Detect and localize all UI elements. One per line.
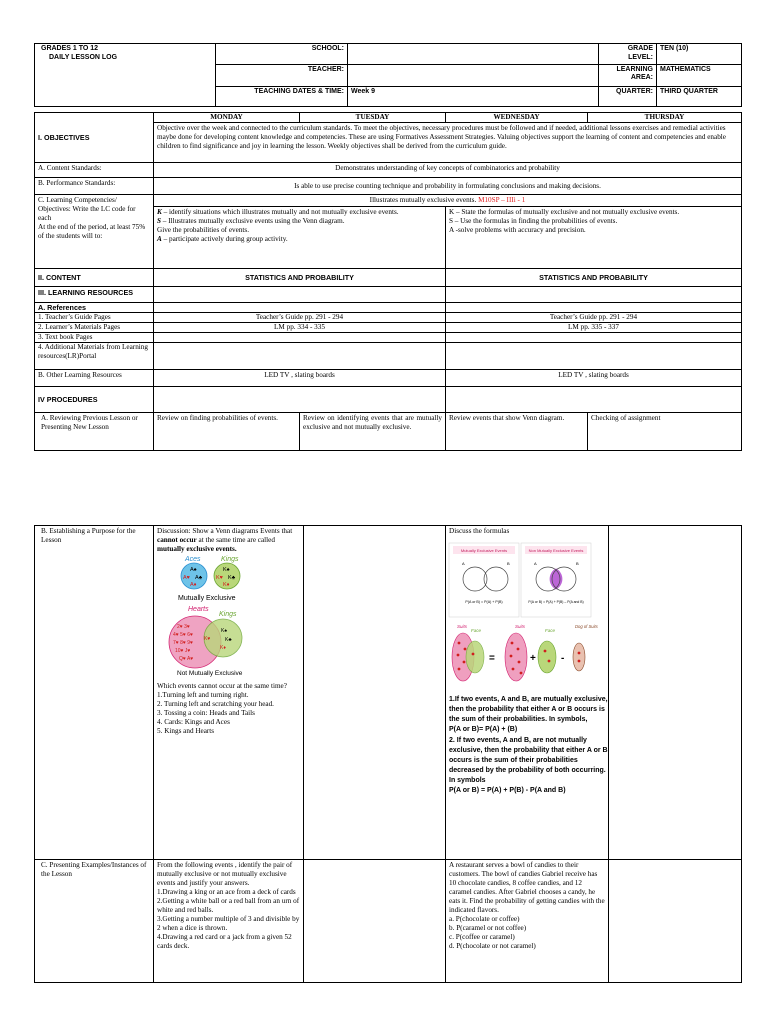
reviewing-monday: Review on finding probabilities of events. [154, 413, 300, 451]
reviewing-thursday: Checking of assignment [588, 413, 742, 451]
intro-text-2: at the same time are called [196, 536, 275, 544]
references-monday [154, 303, 446, 313]
lm-pages-wednesday: LM pp. 335 - 337 [446, 323, 742, 333]
card-symbol: K♥ [204, 636, 211, 642]
dog-of-suits-label: Dog of Suits [575, 624, 598, 629]
procedures-table [34, 525, 742, 983]
purpose-tuesday [304, 526, 446, 860]
venn1-left-label: Aces [185, 556, 201, 563]
heart-dot [458, 642, 461, 645]
presenting-wednesday: A restaurant serves a bowl of candies to their customers. The bowl of candies Gabriel receive has 10 chocolate candies, 8 coffee candies, and 12 caramel candies. After Gabriel chooses a candy, he eats it. Find the probability of getting candies with the indicated flavors. a. P(chocolate or coffee) b. P(caramel or not coffee) c. P(coffee or caramel) d. P(chocolate or not caramel) [446, 860, 609, 983]
purpose-wednesday-intro: Discuss the formulas [449, 527, 510, 535]
figure-label-b: B [507, 561, 510, 566]
card-symbol: 10♥ J♥ [175, 648, 191, 654]
header-title-cell [35, 44, 216, 107]
grade-level-label: GRADE LEVEL: [599, 44, 657, 65]
textbook-pages-label: 3. Text book Pages [35, 333, 154, 343]
card-symbol: 7♥ 8♥ 9♥ [173, 640, 194, 646]
day-header-monday: MONDAY [154, 113, 300, 123]
figure-left-formula: P(A or B) = P(A) + P(B) [465, 600, 503, 604]
suits-label: Suits [457, 624, 468, 629]
venn1-right-label: Kings [221, 556, 239, 563]
textbook-pages-monday [154, 333, 446, 343]
additional-materials-label: 4. Additional Materials from Learning resources(LR)Portal [35, 343, 154, 370]
heart-dot [464, 648, 467, 651]
suits-label: Suits [515, 624, 526, 629]
face-ellipse [466, 641, 484, 673]
heart-dot [578, 652, 581, 655]
heart-dot [578, 660, 581, 663]
content-label: II. CONTENT [35, 269, 154, 287]
overlap-ellipse [573, 643, 585, 671]
minus-sign: - [561, 653, 565, 664]
learning-resources-monday [154, 287, 446, 303]
figure-right-title: Non Mutually Exclusive Events [528, 548, 584, 553]
teacher-value [348, 64, 599, 86]
content-monday: STATISTICS AND PROBABILITY [154, 269, 446, 287]
textbook-pages-wednesday [446, 333, 742, 343]
k-key: K [157, 208, 162, 216]
day-header-thursday: THURSDAY [588, 113, 742, 123]
competencies-text: Illustrates mutually exclusive events. [369, 196, 479, 204]
competencies-label: C. Learning Competencies/ Objectives: Write the LC code for each At the end of the period, at least 75% of the students will to: [35, 195, 154, 269]
procedures-monday [154, 387, 446, 413]
venn2-right-label: Kings [219, 611, 237, 618]
log-label: DAILY LESSON LOG [49, 53, 118, 61]
performance-standards-text: Is able to use precise counting technique and probability in formulating conclusions and making decisions. [154, 178, 742, 195]
presenting-thursday [609, 860, 742, 983]
heart-dot [463, 661, 466, 664]
heart-dot [457, 654, 460, 657]
monday-a-objective [157, 235, 442, 244]
heart-dot [458, 668, 461, 671]
card-symbol: K♠ [223, 567, 230, 573]
content-standards-text: Demonstrates understanding of key concepts of combinatorics and probability [154, 163, 742, 178]
purpose-monday [154, 526, 304, 860]
competencies-wednesday: K – State the formulas of mutually exclusive and not mutually exclusive events. S – Use the formulas in finding the probabilities of events. A -solve problems with accuracy and precision. [446, 207, 742, 269]
card-symbol: A♥ [183, 575, 190, 581]
heart-dot [510, 655, 513, 658]
suits-figure [449, 621, 598, 691]
k-text: – identify situations which illustrates mutually and not mutually exclusive events. [161, 208, 399, 216]
lm-pages-label: 2. Learner’s Materials Pages [35, 323, 154, 333]
card-symbol: 2♥ 3♥ [177, 624, 190, 630]
tg-pages-wednesday: Teacher’s Guide pp. 291 - 294 [446, 313, 742, 323]
objectives-text: Objective over the week and connected to the curriculum standards. To meet the objectives, necessary procedures must be followed and if needed, additional lessons exercises and remedial activities maybe done for developing content knowledge and competencies. These are using Formatives Assessment Strategies. Valuing objectives support the learning of content and competencies and enable children to find significance and joy in learning the lesson. Weekly objectives shall be derived from the curriculum guide. [154, 123, 742, 163]
competencies-monday [154, 207, 446, 269]
heart-dot [544, 650, 547, 653]
figure-label-a: A [462, 561, 465, 566]
figure-label-b: B [576, 561, 579, 566]
day-header-wednesday: WEDNESDAY [446, 113, 588, 123]
card-symbol: K♦ [223, 582, 230, 588]
card-symbol: K♦ [220, 645, 226, 651]
plus-sign: + [530, 653, 536, 664]
presenting-monday: From the following events , identify the pair of mutually exclusive or not mutually exclusive events and justify your answers. 1.Drawing a king or an ace from a deck of cards 2.Getting a white ball or a red ball from an urn of white and red balls. 3.Getting a number multiple of 3 and divisible by 2 when a dice is thrown. 4.Drawing a red card or a jack from a given 52 cards deck. [154, 860, 304, 983]
purpose-monday-intro [157, 527, 300, 554]
lesson-log-table [34, 112, 742, 451]
dates-label: TEACHING DATES & TIME: [216, 86, 348, 106]
intro-bold-2: mutually exclusive events. [157, 545, 237, 553]
school-value [348, 44, 599, 65]
quarter-label: QUARTER: [599, 86, 657, 106]
tg-pages-label: 1. Teacher’s Guide Pages [35, 313, 154, 323]
other-resources-label: B. Other Learning Resources [35, 370, 154, 387]
references-label: A. References [35, 303, 154, 313]
purpose-monday-question: Which events cannot occur at the same time? 1.Turning left and turning right. 2. Turning left and scratching your head. 3. Tossing a coin: Heads and Tails 4. Cards: Kings and Aces 5. Kings and Hearts [157, 682, 287, 735]
card-symbol: Q♥ A♥ [179, 656, 194, 662]
face-ellipse [538, 641, 556, 673]
learning-resources-label: III. LEARNING RESOURCES [35, 287, 154, 303]
purpose-label: B. Establishing a Purpose for the Lesson [35, 526, 154, 860]
monday-s-objective [157, 217, 442, 235]
dates-value: Week 9 [348, 86, 599, 106]
teacher-label: TEACHER: [216, 64, 348, 86]
heart-dot [511, 642, 514, 645]
additional-materials-monday [154, 343, 446, 370]
card-symbol: 4♥ 5♥ 6♥ [173, 632, 194, 638]
tg-pages-monday: Teacher’s Guide pp. 291 - 294 [154, 313, 446, 323]
card-symbol: K♠ [221, 628, 227, 634]
grade-level-value: TEN (10) [657, 44, 742, 65]
purpose-thursday [609, 526, 742, 860]
school-label: SCHOOL: [216, 44, 348, 65]
presenting-label: C. Presenting Examples/Instances of the Lesson [35, 860, 154, 983]
rule-1: 1.If two events, A and B, are mutually exclusive, then the probability that either A or B occurs is the sum of their probabilities. In symbols, P(A or B)= P(A) + (B) [449, 696, 608, 734]
learning-area-label: LEARNING AREA: [599, 64, 657, 86]
lm-pages-monday: LM pp. 334 - 335 [154, 323, 446, 333]
venn2-caption: Not Mutually Exclusive [177, 670, 243, 677]
objectives-label: I. OBJECTIVES [35, 113, 154, 163]
other-resources-monday: LED TV , slating boards [154, 370, 446, 387]
day-header-tuesday: TUESDAY [300, 113, 446, 123]
additional-materials-wednesday [446, 343, 742, 370]
card-symbol: A♣ [195, 575, 203, 581]
face-label: Face [545, 628, 556, 633]
heart-dot [472, 653, 475, 656]
s-text: – Illustrates mutually exclusive events using the Venn diagram. Give the probabilities of events. [157, 217, 345, 234]
procedures-wednesday [446, 387, 742, 413]
card-symbol: K♣ [228, 575, 236, 581]
procedures-label: IV PROCEDURES [35, 387, 154, 413]
venn2-left-label: Hearts [188, 606, 209, 613]
card-symbol: K♥ [216, 575, 223, 581]
competencies-text-cell [154, 195, 742, 207]
card-symbol: A♦ [190, 582, 197, 588]
venn-diagrams [163, 554, 263, 682]
content-standards-label: A. Content Standards: [35, 163, 154, 178]
learning-resources-wednesday [446, 287, 742, 303]
references-wednesday [446, 303, 742, 313]
venn1-caption: Mutually Exclusive [178, 595, 236, 602]
a-text: – participate actively during group activity. [161, 235, 288, 243]
equals-sign: = [489, 653, 495, 664]
reviewing-tuesday: Review on identifying events that are mutually exclusive and not mutually exclusive. [300, 413, 446, 451]
heart-dot [512, 668, 515, 671]
heart-dot [518, 661, 521, 664]
card-symbol: A♠ [190, 567, 197, 573]
heart-dot [520, 672, 523, 675]
figure-right-formula: P(A or B) = P(A) + P(B) – P(A and B) [528, 600, 584, 604]
intro-text: Discussion: Show a Venn diagrams Events that [157, 527, 293, 535]
presenting-tuesday [304, 860, 446, 983]
a-key: A [157, 235, 162, 243]
quarter-value: THIRD QUARTER [657, 86, 742, 106]
intro-bold: cannot occur [157, 536, 197, 544]
monday-k-objective [157, 208, 442, 217]
reviewing-wednesday: Review events that show Venn diagram. [446, 413, 588, 451]
formula-figure [449, 541, 591, 621]
content-wednesday: STATISTICS AND PROBABILITY [446, 269, 742, 287]
card-symbol: K♣ [225, 637, 232, 643]
other-resources-wednesday: LED TV , slating boards [446, 370, 742, 387]
suits-ellipse [505, 633, 527, 681]
purpose-wednesday [446, 526, 609, 860]
s-key: S [157, 217, 161, 225]
competency-code: M10SP – IIIi - 1 [478, 196, 526, 204]
rule-2: 2. If two events, A and B, are not mutually exclusive, then the probability that either A or B occurs is the sum of their probabilities decreased by the probability of both occurring. In symbols P(A or B) = P(A) + P(B) - P(A and B) [449, 736, 608, 795]
face-label: Face [471, 628, 482, 633]
figure-label-a: A [534, 561, 537, 566]
heart-dot [548, 660, 551, 663]
heart-dot [517, 648, 520, 651]
figure-left-title: Mutually Exclusive Events [460, 548, 508, 553]
learning-area-value: MATHEMATICS [657, 64, 742, 86]
performance-standards-label: B. Performance Standards: [35, 178, 154, 195]
header-table [34, 43, 742, 107]
reviewing-label: A. Reviewing Previous Lesson or Presenting New Lesson [35, 413, 154, 451]
grades-label: GRADES 1 TO 12 [41, 45, 99, 52]
